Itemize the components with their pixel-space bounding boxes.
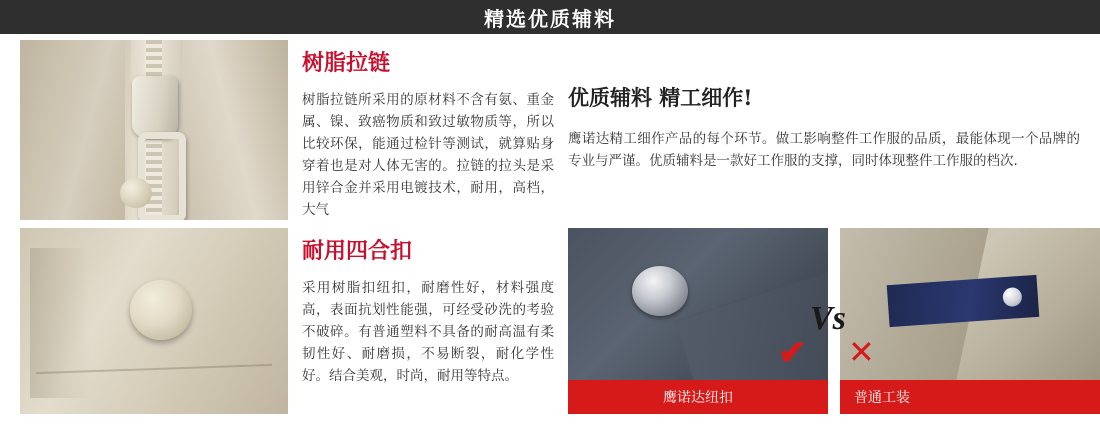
top-section: [20, 40, 1080, 220]
zipper-pull: [138, 132, 186, 220]
resin-snap-button-photo: [20, 228, 288, 414]
fabric-shadow: [30, 248, 90, 398]
intro-text-column: [568, 40, 1080, 220]
comparison-panel-left: [568, 228, 828, 414]
page-title: 精选优质辅料: [484, 6, 616, 31]
resin-zipper-photo: [20, 40, 288, 220]
intro-heading: 优质辅料 精工细作!: [568, 85, 753, 110]
caption-bar-left: [568, 380, 828, 414]
snap-button-large: [130, 280, 192, 340]
check-icon: ✔: [778, 334, 807, 372]
bottom-section: [20, 228, 1080, 414]
intro-body: 鹰诺达精工细作产品的每个环节。做工影响整件工作服的品质，最能体现一个品牌的专业与严谨。优质辅料是一款好工作服的支撑，同时体现整件工作服的档次.: [568, 131, 1080, 169]
snap-body: 采用树脂扣纽扣，耐磨性好，材料强度高，表面抗划性能强，可经受砂洗的考验不破碎。有普通塑料不具备的耐高温有柔韧性好、耐磨损，不易断裂，耐化学性好。结合美观，时尚，耐用等特点。: [302, 280, 554, 384]
vs-label: Vs: [810, 300, 846, 337]
comparison-panel-right: [840, 228, 1100, 414]
ordinary-workwear-photo: [840, 228, 1100, 380]
metal-snap-icon: [632, 266, 688, 316]
zipper-slider: [132, 76, 178, 138]
snap-heading: 耐用四合扣: [302, 239, 413, 264]
caption-left-label: 鹰诺达纽扣: [663, 390, 733, 406]
page-header: [0, 0, 1100, 34]
caption-right-label: 普通工装: [854, 390, 910, 406]
cross-icon: ✕: [848, 333, 875, 371]
snap-button-small: [120, 178, 152, 208]
fabric-left: [20, 40, 125, 220]
zipper-text-column: [302, 40, 554, 220]
caption-bar-right: [840, 380, 1100, 414]
fabric-right: [178, 40, 288, 220]
zipper-heading: 树脂拉链: [302, 51, 391, 76]
navy-tab-with-snap: [887, 275, 1040, 327]
snap-text-column: [302, 228, 554, 414]
zipper-body: 树脂拉链所采用的原材料不含有氨、重金属、镍、致癌物质和致过敏物质等，所以比较环保，能通过检针等测试，就算贴身穿着也是对人体无害的。拉链的拉头是采用锌合金并采用电镀技术，耐用，高档，大气: [302, 92, 554, 218]
